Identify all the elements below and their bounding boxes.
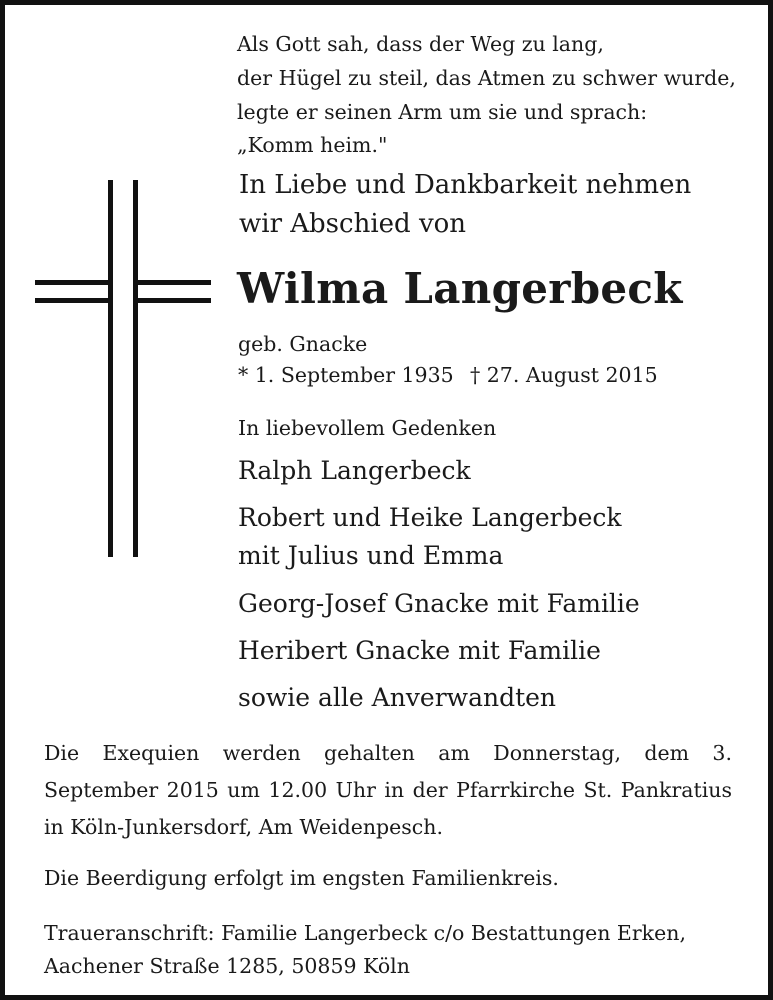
mourner-line: mit Julius und Emma [238, 541, 504, 570]
mourners-heading: In liebevollem Gedenken [238, 416, 497, 440]
intro-line: wir Abschied von [239, 209, 467, 239]
mourner-line: sowie alle Anverwandten [238, 683, 557, 712]
poem-line: legte er seinen Arm um sie und sprach: [237, 100, 648, 124]
mourning-address: Traueranschrift: Familie Langerbeck c/o Bestattungen Erken, [44, 921, 686, 945]
birth-date: * 1. September 1935 [238, 363, 454, 387]
service-details: Die Exequien werden gehalten am Donnerstag, dem 3. September 2015 um 12.00 Uhr in der Pfarrkirche St. Pankratius in Köln-Junkersdorf, Am Weidenpesch. [44, 741, 732, 839]
mourning-address: Aachener Straße 1285, 50859 Köln [44, 954, 410, 978]
poem-line: „Komm heim." [237, 133, 388, 157]
mourner-line: Robert und Heike Langerbeck [238, 503, 622, 532]
poem-line: der Hügel zu steil, das Atmen zu schwer wurde, [237, 66, 736, 90]
mourner-line: Ralph Langerbeck [238, 456, 471, 485]
burial-note: Die Beerdigung erfolgt im engsten Familienkreis. [44, 866, 559, 890]
birth-name: geb. Gnacke [238, 332, 368, 356]
mourner-line: Heribert Gnacke mit Familie [238, 636, 601, 665]
death-date: † 27. August 2015 [470, 363, 658, 387]
mourner-line: Georg-Josef Gnacke mit Familie [238, 589, 640, 618]
deceased-name: Wilma Langerbeck [237, 264, 683, 313]
poem-line: Als Gott sah, dass der Weg zu lang, [237, 32, 604, 56]
intro-line: In Liebe und Dankbarkeit nehmen [239, 170, 692, 200]
